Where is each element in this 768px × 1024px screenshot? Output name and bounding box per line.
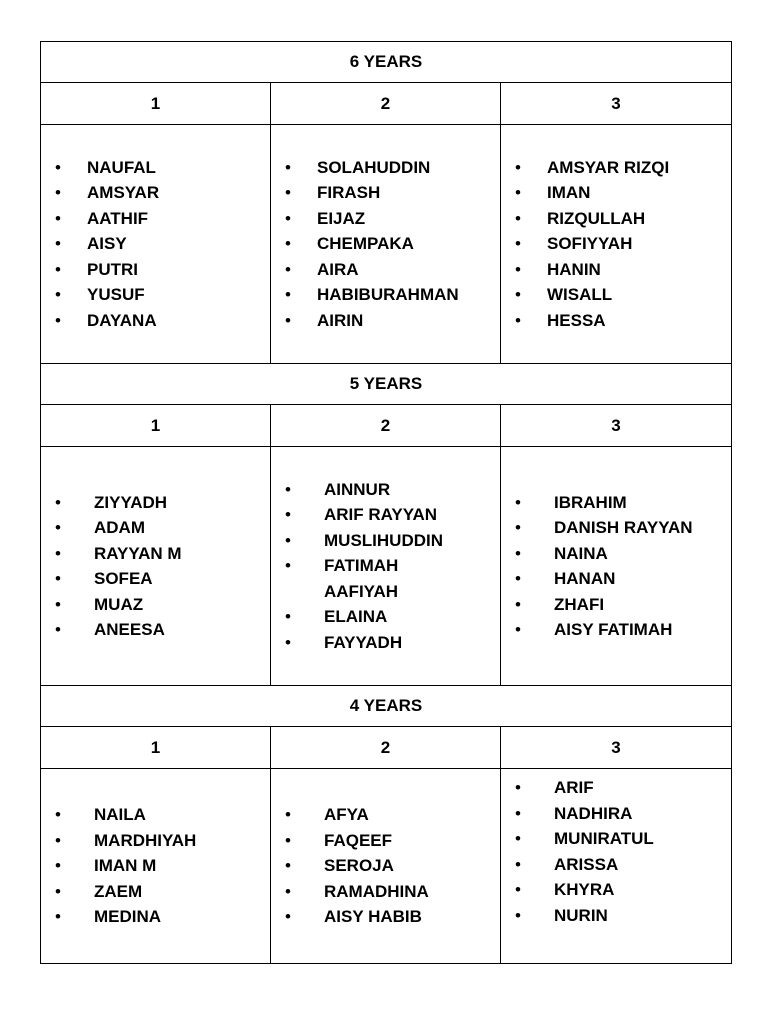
list-item: • AISY — [41, 231, 270, 257]
list-item: • AIRIN — [271, 308, 500, 334]
list-item: • AMSYAR RIZQI — [501, 155, 731, 181]
names-list — [501, 490, 731, 643]
list-item: • MUAZ — [41, 592, 270, 618]
names-list — [41, 155, 270, 334]
list-item: • WISALL — [501, 282, 731, 308]
column-header-row — [41, 83, 732, 125]
list-item: • AATHIF — [41, 206, 270, 232]
list-item: • DANISH RAYYAN — [501, 515, 731, 541]
column-header-row — [41, 405, 732, 447]
column-header-row — [41, 727, 732, 769]
names-row — [41, 769, 732, 964]
names-list — [271, 477, 500, 656]
list-item: • ARIF — [501, 775, 731, 801]
group-title: 5 YEARS — [41, 364, 732, 405]
names-list — [501, 775, 731, 928]
group-title: 6 YEARS — [41, 42, 732, 83]
list-item: • NAINA — [501, 541, 731, 567]
list-item: • RAYYAN M — [41, 541, 270, 567]
group-header-5-years — [41, 364, 732, 405]
list-item: • MUSLIHUDDIN — [271, 528, 500, 554]
class-cell — [41, 125, 271, 364]
names-list — [41, 802, 270, 930]
list-item: • SOFIYYAH — [501, 231, 731, 257]
list-item: • IMAN M — [41, 853, 270, 879]
column-header: 2 — [271, 405, 501, 447]
names-list — [271, 802, 500, 930]
column-header: 1 — [41, 83, 271, 125]
list-item: • HABIBURAHMAN — [271, 282, 500, 308]
list-item: • MARDHIYAH — [41, 828, 270, 854]
list-item: • ARISSA — [501, 852, 731, 878]
list-item: • ZHAFI — [501, 592, 731, 618]
class-cell — [41, 447, 271, 686]
list-item: • MEDINA — [41, 904, 270, 930]
list-item: • EIJAZ — [271, 206, 500, 232]
list-item: • CHEMPAKA — [271, 231, 500, 257]
list-item: • IMAN — [501, 180, 731, 206]
list-item: • RAMADHINA — [271, 879, 500, 905]
list-item: • FATIMAH — [271, 553, 500, 579]
group-title: 4 YEARS — [41, 686, 732, 727]
class-cell — [271, 125, 501, 364]
list-item: • ZAEM — [41, 879, 270, 905]
list-item: • ANEESA — [41, 617, 270, 643]
list-item: • HANAN — [501, 566, 731, 592]
column-header: 2 — [271, 83, 501, 125]
list-item: • AINNUR — [271, 477, 500, 503]
names-list — [271, 155, 500, 334]
list-item: • SOLAHUDDIN — [271, 155, 500, 181]
class-cell — [501, 125, 732, 364]
list-item: • ZIYYADH — [41, 490, 270, 516]
list-item: • AISY HABIB — [271, 904, 500, 930]
list-item: • FAQEEF — [271, 828, 500, 854]
group-header-6-years — [41, 42, 732, 83]
list-item: AAFIYAH — [324, 581, 398, 601]
list-item: • NADHIRA — [501, 801, 731, 827]
column-header: 1 — [41, 405, 271, 447]
list-item: • HESSA — [501, 308, 731, 334]
group-header-4-years — [41, 686, 732, 727]
list-item: • KHYRA — [501, 877, 731, 903]
class-list-table — [40, 41, 732, 964]
list-item: • SOFEA — [41, 566, 270, 592]
list-item: • RIZQULLAH — [501, 206, 731, 232]
list-item: • AMSYAR — [41, 180, 270, 206]
column-header: 2 — [271, 727, 501, 769]
column-header: 3 — [501, 727, 732, 769]
list-item: • NAUFAL — [41, 155, 270, 181]
list-item: • MUNIRATUL — [501, 826, 731, 852]
list-item: • ADAM — [41, 515, 270, 541]
names-list — [501, 155, 731, 334]
column-header: 3 — [501, 83, 732, 125]
list-item: • NURIN — [501, 903, 731, 929]
list-item: • NAILA — [41, 802, 270, 828]
class-cell — [501, 447, 732, 686]
list-item: • DAYANA — [41, 308, 270, 334]
column-header: 3 — [501, 405, 732, 447]
list-item: • FIRASH — [271, 180, 500, 206]
class-cell — [41, 769, 271, 964]
list-item: • PUTRI — [41, 257, 270, 283]
list-item: • ELAINA — [271, 604, 500, 630]
names-list — [41, 490, 270, 643]
list-item: • SEROJA — [271, 853, 500, 879]
list-item: • YUSUF — [41, 282, 270, 308]
class-cell — [501, 769, 732, 964]
list-item: • AFYA — [271, 802, 500, 828]
class-cell — [271, 447, 501, 686]
list-item: • FAYYADH — [271, 630, 500, 656]
names-row — [41, 447, 732, 686]
class-cell — [271, 769, 501, 964]
list-item: • IBRAHIM — [501, 490, 731, 516]
list-item: • HANIN — [501, 257, 731, 283]
list-item: • AISY FATIMAH — [501, 617, 731, 643]
column-header: 1 — [41, 727, 271, 769]
list-item: • ARIF RAYYAN — [271, 502, 500, 528]
names-row — [41, 125, 732, 364]
list-item: • AIRA — [271, 257, 500, 283]
